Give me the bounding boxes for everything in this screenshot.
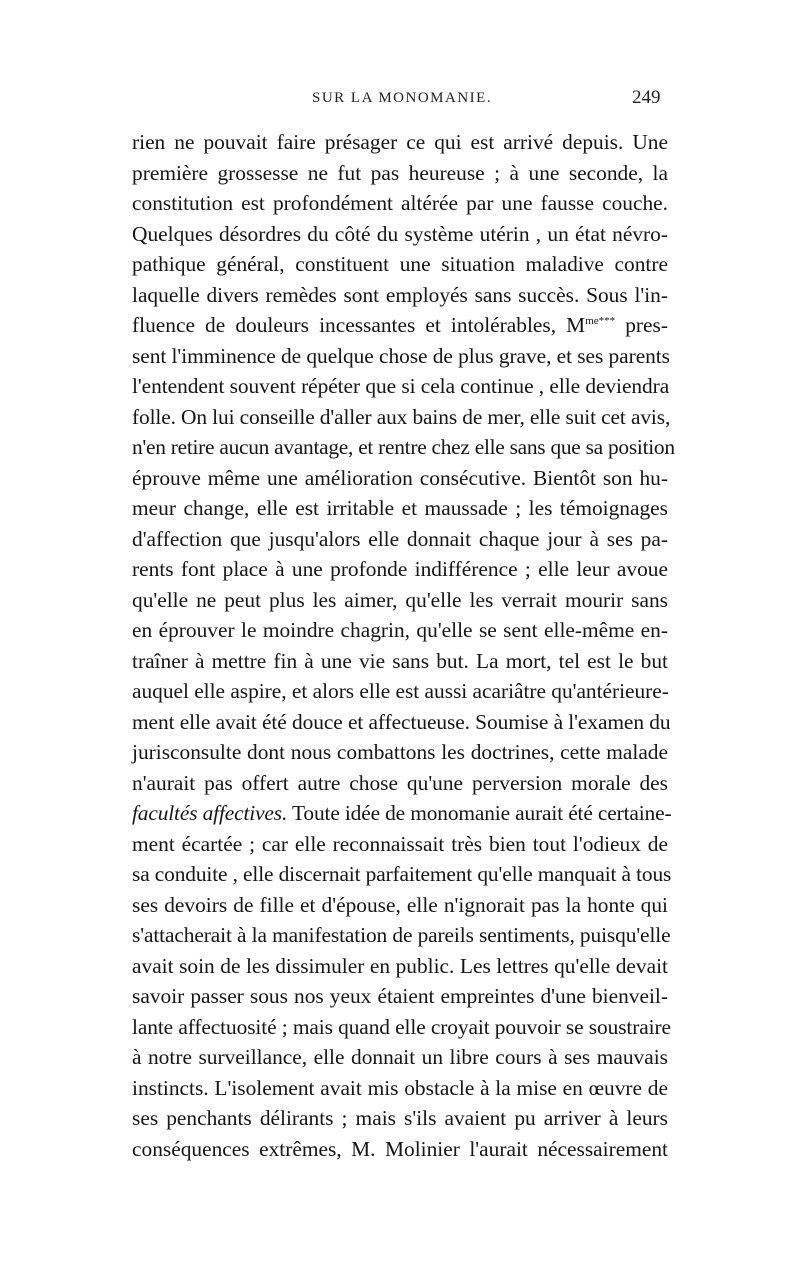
text-line: rien ne pouvait faire présager ce qui est arrivé depuis. Une bbox=[132, 130, 668, 154]
text-line: éprouve même une amélioration consécutive. Bientôt son hu- bbox=[132, 465, 668, 490]
text-line: constitution est profondément altérée par une fausse couche. bbox=[132, 191, 668, 215]
running-head bbox=[0, 87, 800, 114]
text-line: première grossesse ne fut pas heureuse ; à une seconde, la bbox=[132, 160, 668, 185]
text-line: meur change, elle est irritable et maussade ; les témoignages bbox=[132, 496, 668, 520]
page-number: 249 bbox=[632, 87, 661, 108]
text-line: jurisconsulte dont nous combattons les doctrines, cette malade bbox=[132, 740, 668, 764]
text-line: n'aurait pas offert autre chose qu'une perversion morale des bbox=[132, 770, 668, 795]
text-line: rents font place à une profonde indifférence ; elle leur avoue bbox=[132, 557, 668, 581]
text-line: ment écartée ; car elle reconnaissait très bien tout l'odieux de bbox=[132, 831, 668, 856]
text-line: laquelle divers remèdes sont employés sans succès. Sous l'in- bbox=[132, 282, 668, 307]
text-line: savoir passer sous nos yeux étaient empreintes d'une bienveil- bbox=[132, 984, 668, 1008]
text-line bbox=[132, 798, 672, 829]
text-line: ses devoirs de fille et d'épouse, elle n'ignorait pas la honte qui bbox=[132, 892, 668, 917]
text-line: sent l'imminence de quelque chose de plus grave, et ses parents bbox=[132, 343, 670, 368]
text-line: avait soin de les dissimuler en public. Les lettres qu'elle devait bbox=[132, 953, 668, 978]
text-line: l'entendent souvent répéter que si cela continue , elle deviendra bbox=[132, 374, 670, 398]
text-line: s'attacherait à la manifestation de pareils sentiments, puisqu'elle bbox=[132, 923, 671, 947]
text-run: pres- bbox=[615, 313, 668, 337]
text-line: qu'elle ne peut plus les aimer, qu'elle les verrait mourir sans bbox=[132, 587, 668, 612]
text-line: pathique général, constituent une situation maladive contre bbox=[132, 252, 668, 276]
text-line: instincts. L'isolement avait mis obstacle à la mise en œuvre de bbox=[132, 1075, 668, 1100]
text-line: n'en retire aucun avantage, et rentre chez elle sans que sa position bbox=[132, 435, 675, 459]
text-line bbox=[132, 310, 668, 341]
text-line: traîner à mettre fin à une vie sans but. La mort, tel est le but bbox=[132, 648, 668, 673]
italic-text-run: facultés affectives. bbox=[132, 801, 288, 825]
text-line: ment elle avait été douce et affectueuse. Soumise à l'examen du bbox=[132, 709, 671, 734]
text-line: à notre surveillance, elle donnait un libre cours à ses mauvais bbox=[132, 1045, 668, 1069]
text-line: auquel elle aspire, et alors elle est aussi acariâtre qu'antérieure- bbox=[132, 679, 669, 703]
text-line: conséquences extrêmes, M. Molinier l'aurait nécessairement bbox=[132, 1136, 668, 1161]
text-line: sa conduite , elle discernait parfaitement qu'elle manquait à tous bbox=[132, 862, 672, 886]
text-line: ses penchants délirants ; mais s'ils avaient pu arriver à leurs bbox=[132, 1106, 668, 1130]
superscript-abbreviation: me*** bbox=[585, 315, 616, 327]
text-line: lante affectuosité ; mais quand elle croyait pouvoir se soustraire bbox=[132, 1014, 671, 1039]
text-run: Toute idée de monomanie aurait été certaine- bbox=[287, 801, 672, 825]
text-line: Quelques désordres du côté du système utérin , un état névro- bbox=[132, 221, 668, 246]
body-paragraph bbox=[132, 127, 675, 1164]
running-title: SUR LA MONOMANIE. bbox=[312, 90, 493, 106]
text-run: fluence de douleurs incessantes et intolérables, M bbox=[132, 313, 586, 337]
text-line: folle. On lui conseille d'aller aux bains de mer, elle suit cet avis, bbox=[132, 404, 671, 429]
text-line: d'affection que jusqu'alors elle donnait chaque jour à ses pa- bbox=[132, 526, 668, 551]
text-line: en éprouver le moindre chagrin, qu'elle se sent elle-même en- bbox=[132, 618, 668, 642]
